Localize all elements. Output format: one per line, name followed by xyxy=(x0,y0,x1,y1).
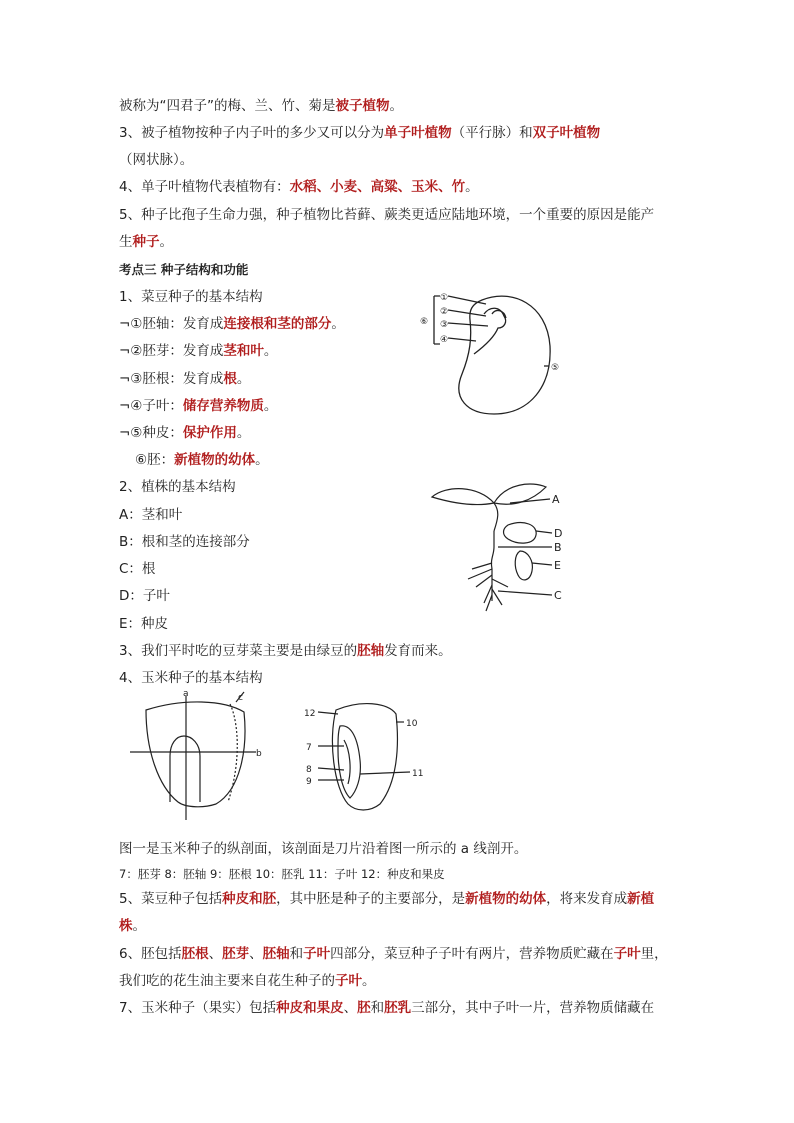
plant-label-D: D xyxy=(554,527,563,540)
corn-seed-figure-1 xyxy=(124,690,264,826)
text-line: 图一是玉米种子的纵剖面，该剖面是刀片沿着图一所示的 a 线剖开。 xyxy=(119,841,528,857)
highlight: 种皮和胚 xyxy=(222,891,277,907)
corn2-label-7: 7 xyxy=(306,743,312,753)
highlight: 胚轴 xyxy=(262,946,290,962)
text-line: ¬①胚轴：发育成连接根和茎的部分。 xyxy=(119,316,345,332)
plant-label-E: E xyxy=(554,559,561,572)
highlight: 茎和叶 xyxy=(223,343,264,359)
corn1-label-b: b xyxy=(256,749,262,759)
corn2-label-11: 11 xyxy=(412,769,424,779)
text-line: 5、菜豆种子包括种皮和胚，其中胚是种子的主要部分，是新植物的幼体，将来发育成新植 xyxy=(119,891,655,907)
section-heading: 考点三 种子结构和功能 xyxy=(119,262,249,277)
text-line: A：茎和叶 xyxy=(119,507,183,523)
bean-label-6: ⑥ xyxy=(420,317,429,327)
text-line: E：种皮 xyxy=(119,616,169,632)
text-line: 6、胚包括胚根、胚芽、胚轴和子叶四部分，菜豆种子子叶有两片，营养物质贮藏在子叶里， xyxy=(119,946,668,962)
text-line: （网状脉）。 xyxy=(119,152,194,168)
highlight: 被子植物 xyxy=(335,98,390,114)
text-line: ¬⑤种皮：保护作用。 xyxy=(119,425,251,441)
text-line: 7、玉米种子（果实）包括种皮和果皮、胚和胚乳三部分，其中子叶一片，营养物质储藏在 xyxy=(119,1000,655,1016)
text-line: ⑥胚：新植物的幼体。 xyxy=(135,452,269,468)
highlight: 新植 xyxy=(627,891,655,907)
highlight: 连接根和茎的部分 xyxy=(223,316,332,332)
highlight: 根 xyxy=(223,371,237,387)
bean-label-1: ① xyxy=(440,293,449,303)
highlight: 保护作用 xyxy=(182,425,237,441)
corn2-label-10: 10 xyxy=(406,719,418,729)
text-line: 4、单子叶植物代表植物有：水稻、小麦、高粱、玉米、竹。 xyxy=(119,179,479,195)
plant-label-C: C xyxy=(554,589,562,602)
text-line: 7：胚芽 8：胚轴 9：胚根 10：胚乳 11：子叶 12：种皮和果皮 xyxy=(119,867,445,881)
plant-label-A: A xyxy=(552,493,560,506)
corn-seed-figure-2 xyxy=(300,700,440,816)
text-line: B：根和茎的连接部分 xyxy=(119,534,250,550)
bean-label-3: ③ xyxy=(440,320,449,330)
highlight: 新植物的幼体 xyxy=(465,891,547,907)
text-line: 我们吃的花生油主要来自花生种子的子叶。 xyxy=(119,973,376,989)
text-line: C：根 xyxy=(119,561,156,577)
highlight: 胚根 xyxy=(181,946,209,962)
text-line: ¬②胚芽：发育成茎和叶。 xyxy=(119,343,278,359)
plant-diagram xyxy=(428,479,578,615)
highlight: 储存营养物质 xyxy=(182,398,264,414)
text-line: 株。 xyxy=(119,918,146,934)
text-line: 1、菜豆种子的基本结构 xyxy=(119,289,263,305)
highlight: 子叶 xyxy=(335,973,362,989)
highlight: 新植物的幼体 xyxy=(174,452,256,468)
corn2-label-8: 8 xyxy=(306,765,312,775)
text-line: D：子叶 xyxy=(119,588,170,604)
highlight: 种皮和果皮 xyxy=(276,1000,344,1016)
text-line: 5、种子比孢子生命力强，种子植物比苔藓、蕨类更适应陆地环境，一个重要的原因是能产 xyxy=(119,207,655,223)
highlight: 单子叶植物 xyxy=(384,125,452,141)
text-line: 3、我们平时吃的豆芽菜主要是由绿豆的胚轴发育而来。 xyxy=(119,643,452,659)
bean-label-2: ② xyxy=(440,307,449,317)
highlight: 子叶 xyxy=(613,946,641,962)
highlight: 株 xyxy=(119,918,133,934)
text-line: 4、玉米种子的基本结构 xyxy=(119,670,263,686)
bean-label-5: ⑤ xyxy=(551,363,560,373)
highlight: 胚乳 xyxy=(384,1000,412,1016)
highlight: 水稻、小麦、高粱、玉米、竹 xyxy=(289,179,466,195)
text-line: 生种子。 xyxy=(119,234,173,250)
plant-label-B: B xyxy=(554,541,562,554)
highlight: 胚芽 xyxy=(222,946,250,962)
corn1-label-a: a xyxy=(183,690,189,699)
corn2-label-12: 12 xyxy=(304,709,316,719)
highlight: 双子叶植物 xyxy=(532,125,601,141)
highlight: 种子 xyxy=(132,234,160,250)
corn2-label-9: 9 xyxy=(306,777,312,787)
text-line: 2、植株的基本结构 xyxy=(119,479,236,495)
highlight: 子叶 xyxy=(303,946,331,962)
bean-seed-diagram xyxy=(412,286,582,418)
highlight: 胚 xyxy=(357,1000,371,1016)
text-line: 被称为“四君子”的梅、兰、竹、菊是被子植物。 xyxy=(119,98,403,114)
highlight: 胚轴 xyxy=(357,643,385,659)
corn1-label-c: c xyxy=(238,693,243,703)
bean-label-4: ④ xyxy=(440,335,449,345)
text-line: ¬④子叶：储存营养物质。 xyxy=(119,398,278,414)
text-line: 3、被子植物按种子内子叶的多少又可以分为单子叶植物（平行脉）和双子叶植物 xyxy=(119,125,601,141)
text-line: ¬③胚根：发育成根。 xyxy=(119,371,251,387)
